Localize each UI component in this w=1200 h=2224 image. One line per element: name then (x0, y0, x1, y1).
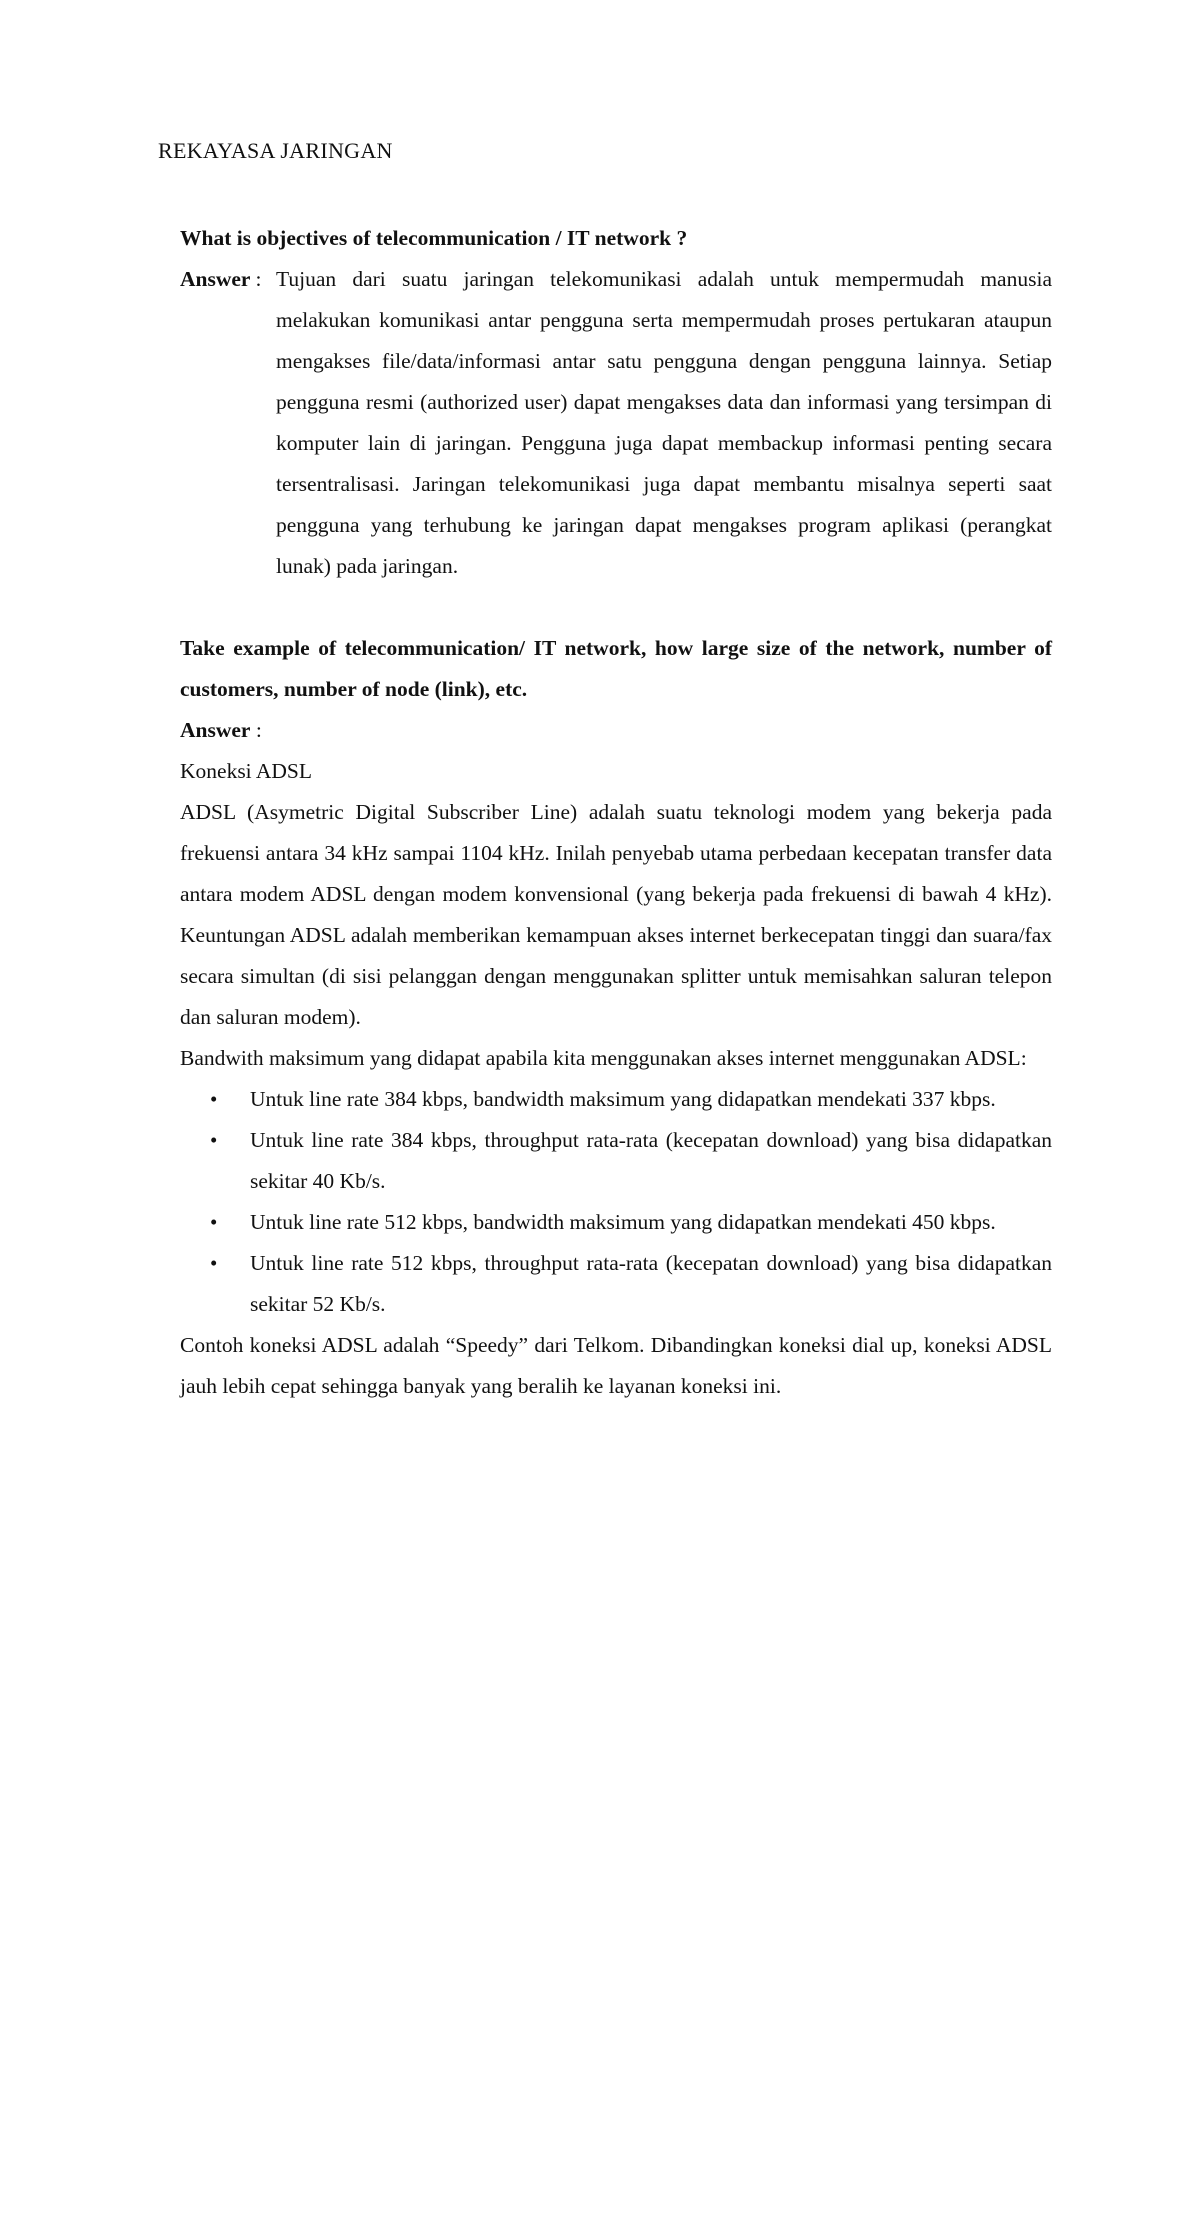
list-item (180, 1079, 1052, 1120)
list-item-text: Untuk line rate 512 kbps, bandwidth maksimum yang didapatkan mendekati 450 kbps. (250, 1210, 996, 1234)
list-item-text: Untuk line rate 384 kbps, throughput rata-rata (kecepatan download) yang bisa didapatkan sekitar 40 Kb/s. (250, 1128, 1052, 1193)
list-item-text: Untuk line rate 384 kbps, bandwidth maksimum yang didapatkan mendekati 337 kbps. (250, 1087, 996, 1111)
bullet-icon: • (210, 1251, 218, 1275)
bullet-icon: • (210, 1210, 218, 1234)
answer-1-text: Tujuan dari suatu jaringan telekomunikasi adalah untuk mempermudah manusia melakukan komunikasi antar pengguna serta mempermudah proses pertukaran ataupun mengakses file/data/informasi antar satu pengguna dengan pengguna lainnya. Setiap pengguna resmi (authorized user) dapat mengakses data dan informasi yang tersimpan di komputer lain di jaringan. Pengguna juga dapat membackup informasi penting secara tersentralisasi. Jaringan telekomunikasi juga dapat membantu misalnya seperti saat pengguna yang terhubung ke jaringan dapat mengakses program aplikasi (perangkat lunak) pada jaringan. (276, 267, 1052, 578)
list-item (180, 1120, 1052, 1202)
bullet-icon: • (210, 1128, 218, 1152)
answer-1 (180, 259, 1052, 587)
answer-1-label (180, 259, 276, 587)
bullet-icon: • (210, 1087, 218, 1111)
list-item-text: Untuk line rate 512 kbps, throughput rata-rata (kecepatan download) yang bisa didapatkan sekitar 52 Kb/s. (250, 1251, 1052, 1316)
subheading-adsl: Koneksi ADSL (180, 759, 312, 783)
document-body (180, 218, 1052, 1407)
bandwidth-list (180, 1079, 1052, 1325)
section-gap (180, 587, 1052, 628)
answer-1-label-text: Answer (180, 267, 251, 291)
question-1: What is objectives of telecommunication / IT network ? (180, 226, 688, 250)
paragraph-bandwidth-intro: Bandwith maksimum yang didapat apabila kita menggunakan akses internet menggunakan ADSL: (180, 1046, 1027, 1070)
answer-2-label-line (180, 710, 1052, 751)
document-title: REKAYASA JARINGAN (158, 138, 393, 163)
answer-1-colon: : (255, 267, 262, 291)
answer-2-label: Answer (180, 718, 251, 742)
answer-2-colon: : (250, 718, 262, 742)
paragraph-speedy-example: Contoh koneksi ADSL adalah “Speedy” dari Telkom. Dibandingkan koneksi dial up, koneksi ADSL jauh lebih cepat sehingga banyak yang beralih ke layanan koneksi ini. (180, 1333, 1052, 1398)
list-item (180, 1243, 1052, 1325)
question-2: Take example of telecommunication/ IT network, how large size of the network, number of customers, number of node (link), etc. (180, 636, 1052, 701)
paragraph-adsl-definition: ADSL (Asymetric Digital Subscriber Line) adalah suatu teknologi modem yang bekerja pada frekuensi antara 34 kHz sampai 1104 kHz. Inilah penyebab utama perbedaan kecepatan transfer data antara modem ADSL dengan modem konvensional (yang bekerja pada frekuensi di bawah 4 kHz). Keuntungan ADSL adalah memberikan kemampuan akses internet berkecepatan tinggi dan suara/fax secara simultan (di sisi pelanggan dengan menggunakan splitter untuk memisahkan saluran telepon dan saluran modem). (180, 800, 1052, 1029)
list-item (180, 1202, 1052, 1243)
